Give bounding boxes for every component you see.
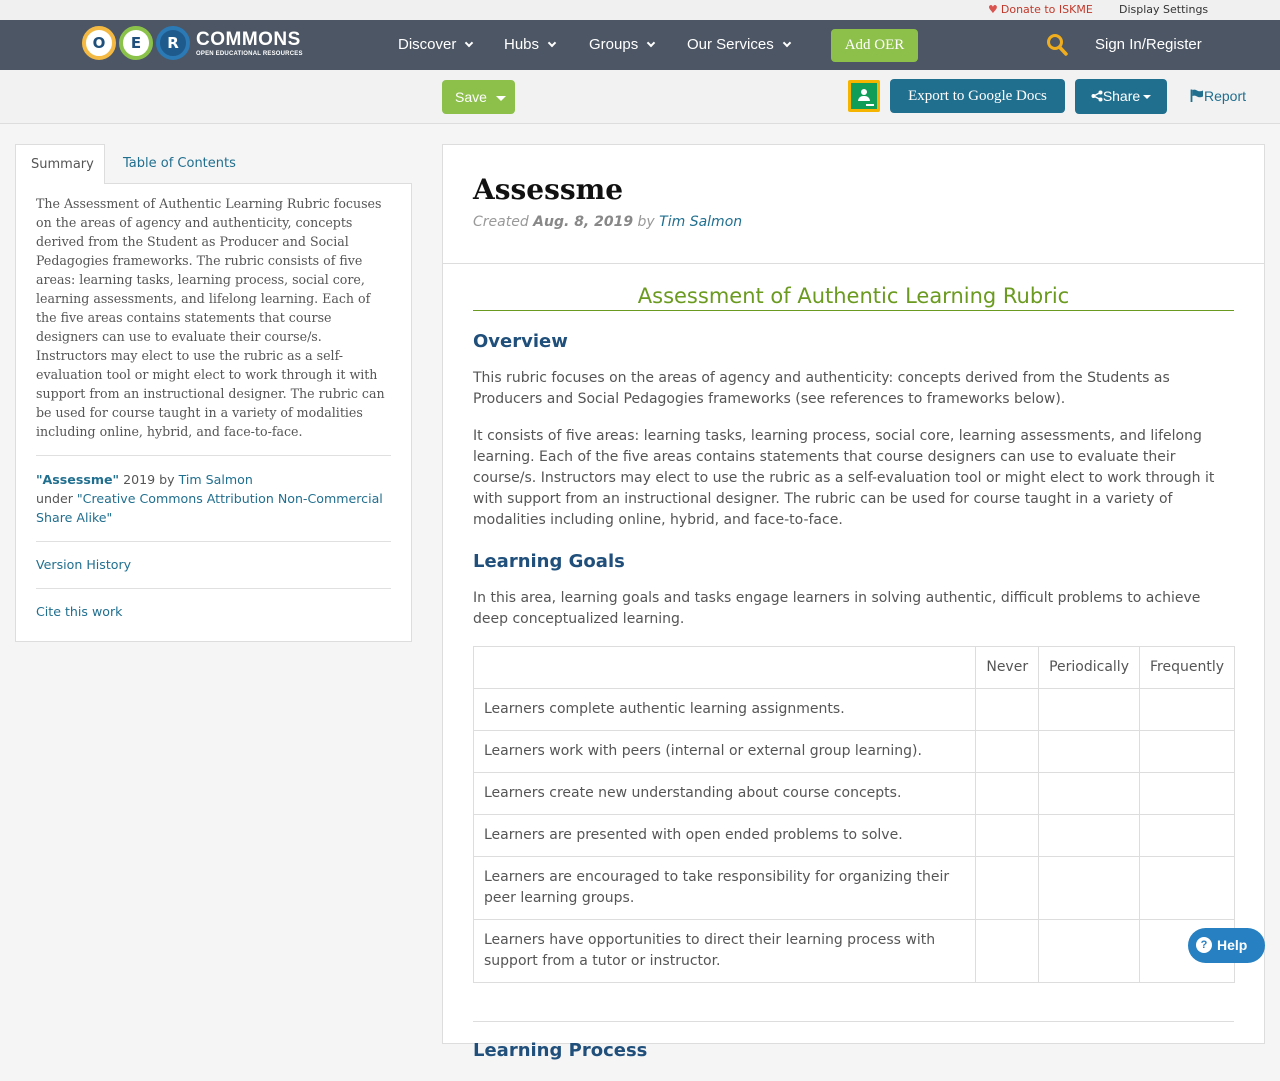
table-cell	[1139, 857, 1234, 920]
logo-wordmark-text: COMMONS	[196, 28, 301, 50]
share-label: Share	[1102, 88, 1141, 104]
learning-goals-paragraph: In this area, learning goals and tasks engage learners in solving authentic, difficult problems to achieve deep conceptualized learning.	[473, 590, 1201, 627]
table-cell: Learners complete authentic learning assignments.	[474, 689, 976, 731]
logo-wordmark	[196, 30, 303, 57]
table-cell	[1039, 815, 1140, 857]
table-cell	[1139, 773, 1234, 815]
heart-icon: ♥	[988, 3, 998, 16]
attribution-author-link[interactable]: Tim Salmon	[178, 472, 253, 487]
created-label: Created	[473, 214, 534, 230]
attribution-under: under	[36, 491, 77, 506]
sidebar	[15, 144, 412, 642]
help-button[interactable]	[1188, 928, 1265, 963]
logo-letter-e: E	[119, 26, 153, 60]
nav-hubs-label: Hubs	[504, 36, 540, 53]
nav-discover[interactable]	[398, 36, 472, 53]
table-cell	[1139, 731, 1234, 773]
add-oer-button[interactable]: Add OER	[831, 29, 918, 62]
learning-goals-heading: Learning Goals	[473, 551, 625, 572]
divider	[36, 541, 391, 542]
chevron-down-icon	[465, 39, 473, 47]
version-history-link[interactable]: Version History	[36, 557, 132, 572]
table-cell	[1039, 731, 1140, 773]
share-icon	[1091, 90, 1103, 102]
table-cell	[976, 731, 1039, 773]
table-cell: Learners are encouraged to take responsibility for organizing their peer learning groups.	[474, 857, 976, 920]
table-cell: Learners work with peers (internal or external group learning).	[474, 731, 976, 773]
save-label: Save	[455, 89, 487, 105]
table-row	[474, 773, 1235, 815]
nav-groups-label: Groups	[589, 36, 639, 53]
sidebar-tabs	[15, 144, 412, 184]
table-header-row	[474, 647, 1235, 689]
table-cell	[1039, 920, 1140, 983]
table-cell: Learners have opportunities to direct their learning process with support from a tutor or instructor.	[474, 920, 976, 983]
report-label: Report	[1204, 88, 1247, 104]
sign-in-register-link[interactable]: Sign In/Register	[1095, 36, 1202, 53]
created-date: Aug. 8, 2019	[533, 214, 634, 230]
overview-paragraph: It consists of five areas: learning tasks, learning process, social core, learning assessments, and lifelong learning. Each of the five areas contains statements that course designers can use to evaluate their course/s. Instructors may elect to use the rubric as a self-evaluation tool or might elect to work through it with support from an instructional designer. The rubric can be used for course taught in a variety of modalities including online, hybrid, and face-to-face.	[473, 428, 1215, 528]
share-button[interactable]	[1075, 79, 1167, 114]
table-cell	[1139, 815, 1234, 857]
nav-our-services[interactable]	[687, 36, 790, 53]
table-row	[474, 857, 1235, 920]
display-settings-link[interactable]: Display Settings	[1119, 3, 1209, 16]
logo-tagline: OPEN EDUCATIONAL RESOURCES	[196, 50, 303, 57]
rubric-table	[473, 646, 1235, 983]
author-link[interactable]: Tim Salmon	[659, 214, 743, 230]
cite-this-work-link[interactable]: Cite this work	[36, 604, 123, 619]
created-meta	[473, 214, 1234, 230]
resource-body	[443, 264, 1264, 1081]
table-cell: Learners create new understanding about course concepts.	[474, 773, 976, 815]
donate-label: Donate to ISKME	[1000, 3, 1093, 16]
tab-table-of-contents[interactable]: Table of Contents	[123, 156, 236, 171]
table-header-cell: Frequently	[1139, 647, 1234, 689]
caret-down-icon	[496, 96, 506, 101]
resource-header	[443, 145, 1264, 264]
overview-paragraph: This rubric focuses on the areas of agency and authenticity: concepts derived from the Students as Producers and Social Pedagogies frameworks (see references to frameworks below).	[473, 370, 1170, 407]
summary-text: The Assessment of Authentic Learning Rubric focuses on the areas of agency and authenticity, concepts derived from the Student as Producer and Social Pedagogies frameworks. The rubric consists of five areas: learning tasks, learning process, social core, learning assessments, and lifelong learning. Each of the five areas contains statements that course designers can use to evaluate their course/s. Instructors may elect to use the rubric as a self-evaluation tool or might elect to work through it with support from an instructional designer. The rubric can be used for course taught in a variety of modalities including online, hybrid, and face-to-face.	[36, 196, 385, 439]
attribution-year: 2019 by	[119, 472, 179, 487]
attribution	[36, 470, 391, 527]
divider	[36, 588, 391, 589]
table-cell	[976, 920, 1039, 983]
table-row	[474, 815, 1235, 857]
flag-icon	[1190, 89, 1204, 102]
table-row	[474, 731, 1235, 773]
help-label: Help	[1217, 937, 1248, 953]
question-icon: ?	[1196, 937, 1212, 953]
main-nav	[0, 20, 1280, 70]
export-google-docs-button[interactable]: Export to Google Docs	[890, 79, 1065, 113]
table-cell	[976, 857, 1039, 920]
learning-process-heading: Learning Process	[473, 1021, 1234, 1061]
utility-bar	[0, 0, 1280, 20]
logo-letter-r: R	[156, 26, 190, 60]
table-cell	[976, 689, 1039, 731]
main-content	[442, 144, 1265, 1061]
table-cell	[1039, 689, 1140, 731]
nav-services-label: Our Services	[687, 36, 774, 53]
overview-heading: Overview	[473, 331, 568, 352]
license-link[interactable]: "Creative Commons Attribution Non-Commercial Share Alike"	[36, 491, 383, 525]
oer-commons-logo[interactable]	[82, 25, 303, 61]
tab-summary[interactable]: Summary	[15, 144, 105, 184]
donate-link[interactable]	[988, 3, 1093, 16]
save-button[interactable]	[442, 80, 515, 114]
nav-discover-label: Discover	[398, 36, 457, 53]
table-row	[474, 689, 1235, 731]
table-header-cell: Periodically	[1039, 647, 1140, 689]
table-cell	[976, 773, 1039, 815]
attribution-title: "Assessme"	[36, 472, 120, 487]
resource-toolbar	[0, 70, 1280, 124]
rubric-title: Assessment of Authentic Learning Rubric	[473, 284, 1234, 311]
table-row	[474, 920, 1235, 983]
report-link[interactable]	[1190, 88, 1246, 104]
chevron-down-icon	[647, 39, 655, 47]
table-header-cell: Never	[976, 647, 1039, 689]
table-cell	[1039, 773, 1140, 815]
table-header-cell	[474, 647, 976, 689]
summary-panel	[15, 183, 412, 642]
logo-letter-o: O	[82, 26, 116, 60]
nav-hubs[interactable]	[504, 36, 555, 53]
page-title: Assessme	[473, 173, 624, 206]
table-cell	[976, 815, 1039, 857]
chevron-down-icon	[782, 39, 790, 47]
table-cell: Learners are presented with open ended problems to solve.	[474, 815, 976, 857]
chevron-down-icon	[548, 39, 556, 47]
caret-down-icon	[1143, 95, 1151, 99]
google-classroom-icon[interactable]	[848, 80, 880, 112]
table-cell	[1039, 857, 1140, 920]
search-icon[interactable]	[1046, 33, 1068, 57]
by-label: by	[633, 214, 660, 230]
nav-groups[interactable]	[589, 36, 654, 53]
divider	[36, 455, 391, 456]
table-cell	[1139, 689, 1234, 731]
